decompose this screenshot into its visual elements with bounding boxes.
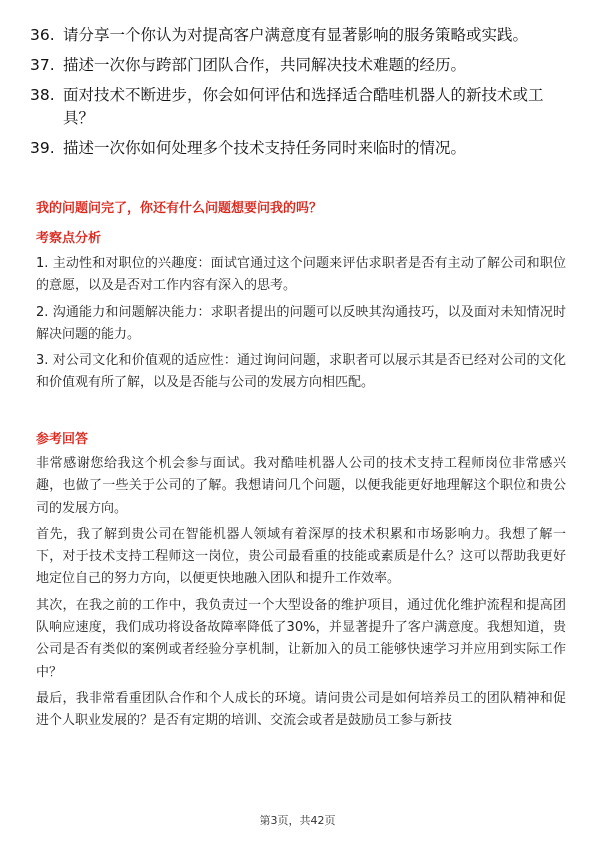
page-footer <box>0 812 595 828</box>
reference-heading: 参考回答 <box>36 432 89 447</box>
reference-body <box>36 453 566 733</box>
analysis-point: 1. 主动性和对职位的兴趣度：面试官通过这个问题来评估求职者是否有主动了解公司和职位的意愿，以及是否对工作内容有深入的思考。 <box>36 256 566 294</box>
analysis-body <box>36 253 566 395</box>
question-text: 请分享一个你认为对提高客户满意度有显著影响的服务策略或实践。 <box>63 26 529 44</box>
analysis-section <box>36 229 566 399</box>
question-number: 39. <box>30 139 55 157</box>
question-text: 面对技术不断进步，你会如何评估和选择适合酷哇机器人的新技术或工具？ <box>63 86 544 127</box>
final-question-section <box>36 199 566 219</box>
reference-paragraph: 其次，在我之前的工作中，我负责过一个大型设备的维护项目，通过优化维护流程和提高团队响应速度，我们成功将设备故障率降低了30%，并显著提升了客户满意度。我想知道，贵公司是否有类似的案例或者经验分享机制，让新加入的员工能够快速学习并应用到实际工作中？ <box>36 597 566 680</box>
page-number: 第3页，共42页 <box>259 814 336 827</box>
analysis-heading: 考察点分析 <box>36 231 102 246</box>
question-text: 描述一次你与跨部门团队合作，共同解决技术难题的经历。 <box>63 56 467 74</box>
reference-paragraph: 最后，我非常看重团队合作和个人成长的环境。请问贵公司是如何培养员工的团队精神和促进个人职业发展的？是否有定期的培训、交流会或者是鼓励员工参与新技 <box>36 690 566 729</box>
question-list <box>30 24 570 167</box>
question-number: 36. <box>30 26 55 44</box>
question-text: 描述一次你如何处理多个技术支持任务同时来临时的情况。 <box>63 139 467 157</box>
analysis-point: 3. 对公司文化和价值观的适应性：通过询问问题，求职者可以展示其是否已经对公司的文化和价值观有所了解，以及是否能与公司的发展方向相匹配。 <box>36 353 566 391</box>
reference-paragraph: 非常感谢您给我这个机会参与面试。我对酷哇机器人公司的技术支持工程师岗位非常感兴趣，也做了一些关于公司的了解。我想请问几个问题，以便我能更好地理解这个职位和贵公司的发展方向。 <box>36 456 566 516</box>
question-item <box>30 24 570 47</box>
question-item <box>30 137 570 160</box>
reference-paragraph: 首先，我了解到贵公司在智能机器人领域有着深厚的技术积累和市场影响力。我想了解一下，对于技术支持工程师这一岗位，贵公司最看重的技能或素质是什么？这可以帮助我更好地定位自己的努力方向，以便更快地融入团队和提升工作效率。 <box>36 526 566 587</box>
question-item <box>30 54 570 77</box>
analysis-point: 2. 沟通能力和问题解决能力：求职者提出的问题可以反映其沟通技巧，以及面对未知情况时解决问题的能力。 <box>36 304 566 342</box>
final-question-heading: 我的问题问完了，你还有什么问题想要问我的吗？ <box>36 201 323 216</box>
reference-section <box>36 430 566 737</box>
question-item <box>30 84 570 130</box>
question-number: 37. <box>30 56 55 74</box>
question-number: 38. <box>30 86 55 104</box>
